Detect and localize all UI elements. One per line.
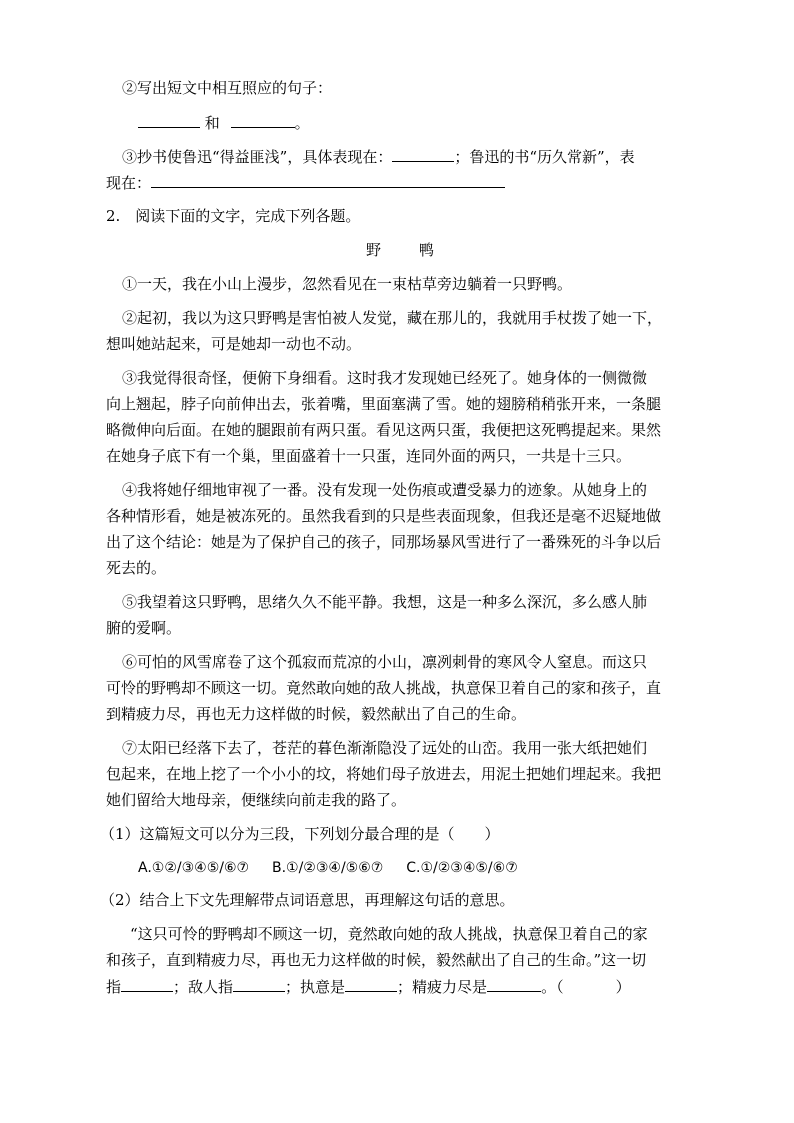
answer-blank[interactable] — [233, 976, 285, 992]
fill-label-f: ） — [615, 978, 631, 996]
question-1: （1）这篇短文可以分为三段，下列划分最合理的是（ ） — [100, 825, 500, 843]
fill-label-a: 指 — [106, 978, 122, 996]
question-2: （2）结合上下文先理解带点词语意思，再理解这句话的意思。 — [100, 891, 515, 909]
quote-line: “这只可怜的野鸭却不顾这一切，竟然敢向她的敌人挑战，执意保卫着自己的家 — [130, 925, 648, 943]
option-a[interactable]: A.①②/③④⑤/⑥⑦ — [138, 860, 250, 876]
option-b[interactable]: B.①/②③④/⑤⑥⑦ — [271, 860, 384, 876]
q2-answer-line — [138, 112, 310, 132]
article-title — [366, 240, 434, 260]
q3-text-c: 现在： — [106, 174, 152, 192]
paragraph-4-line: ④我将她仔细地审视了一番。没有发现一处伤痕或遭受暴力的迹象。从她身上的 — [122, 481, 648, 499]
paragraph-2-line: 想叫她站起来，可是她却一动也不动。 — [106, 335, 362, 353]
section-heading: 2. 阅读下面的文字，完成下列各题。 — [106, 207, 361, 225]
paragraph-3-line: ③我觉得很奇怪，便俯下身细看。这时我才发现她已经死了。她身体的一侧微微 — [122, 369, 648, 387]
fill-in-line — [106, 976, 631, 996]
paragraph-7-line: ⑦太阳已经落下去了，苍茫的暮色渐渐隐没了远处的山峦。我用一张大纸把她们 — [122, 739, 648, 757]
paragraph-4-line: 各种情形看，她是被冻死的。虽然我看到的只是些表面现象，但我还是毫不迟疑地做 — [106, 507, 662, 525]
fill-label-b: ；敌人指 — [173, 978, 234, 996]
q2-prompt: ②写出短文中相互照应的句子： — [122, 79, 333, 97]
answer-blank[interactable] — [392, 146, 454, 162]
title-char-2: 鸭 — [419, 241, 435, 259]
answer-blank[interactable] — [231, 112, 295, 128]
option-c[interactable]: C.①/②③④⑤/⑥⑦ — [406, 860, 518, 876]
answer-blank[interactable] — [487, 976, 541, 992]
q3-line-2 — [106, 172, 505, 192]
answer-blank[interactable] — [345, 976, 397, 992]
fill-label-e: 。（ — [541, 978, 564, 996]
answer-blank[interactable] — [151, 172, 505, 188]
paragraph-6-line: ⑥可怕的风雪席卷了这个孤寂而荒凉的小山，凛冽刺骨的寒风令人窒息。而这只 — [122, 653, 648, 671]
q3-line-1 — [122, 146, 635, 166]
quote-line: 和孩子，直到精疲力尽，再也无力这样做的时候，毅然献出了自己的生命。”这一切 — [106, 951, 647, 969]
paragraph-3-line: 在她身子底下有一个巢，里面盛着十一只蛋，连同外面的两只，一共是十三只。 — [106, 447, 632, 465]
paragraph-4-line: 出了这个结论：她是为了保护自己的孩子，同那场暴风雪进行了一番殊死的斗争以后 — [106, 533, 662, 551]
answer-blank[interactable] — [138, 112, 200, 128]
paragraph-4-line: 死去的。 — [106, 559, 167, 577]
paragraph-6-line: 到精疲力尽，再也无力这样做的时候，毅然献出了自己的生命。 — [106, 705, 527, 723]
paragraph-6-line: 可怜的野鸭却不顾这一切。竟然敢向她的敌人挑战，执意保卫着自己的家和孩子，直 — [106, 679, 662, 697]
paragraph-5-line: ⑤我望着这只野鸭，思绪久久不能平静。我想，这是一种多么深沉，多么感人肺 — [122, 593, 648, 611]
paragraph-2-line: ②起初，我以为这只野鸭是害怕被人发觉，藏在那儿的，我就用手杖拨了她一下， — [122, 309, 663, 327]
paragraph-3-line: 向上翘起，脖子向前伸出去，张着嘴，里面塞满了雪。她的翅膀稍稍张开来，一条腿 — [106, 395, 662, 413]
q2-and: 和 — [204, 114, 220, 132]
paragraph-7-line: 她们留给大地母亲，便继续向前走我的路了。 — [106, 791, 407, 809]
paragraph-1: ①一天，我在小山上漫步，忽然看见在一束枯草旁边躺着一只野鸭。 — [122, 275, 573, 293]
paragraph-3-line: 略微伸向后面。在她的腿跟前有两只蛋。看见这两只蛋，我便把这死鸭提起来。果然 — [106, 421, 662, 439]
q3-text-b: ；鲁迅的书“历久常新”，表 — [454, 148, 635, 166]
answer-blank[interactable] — [121, 976, 173, 992]
fill-label-d: ；精疲力尽是 — [397, 978, 488, 996]
question-1-options — [138, 858, 518, 878]
q3-text-a: ③抄书使鲁迅“得益匪浅”，具体表现在： — [122, 148, 393, 166]
fill-label-c: ；执意是 — [285, 978, 346, 996]
q2-end: 。 — [294, 114, 310, 132]
paragraph-5-line: 腑的爱啊。 — [106, 619, 182, 637]
title-char-1: 野 — [366, 241, 382, 259]
paragraph-7-line: 包起来，在地上挖了一个小小的坟，将她们母子放进去，用泥土把她们埋起来。我把 — [106, 765, 662, 783]
